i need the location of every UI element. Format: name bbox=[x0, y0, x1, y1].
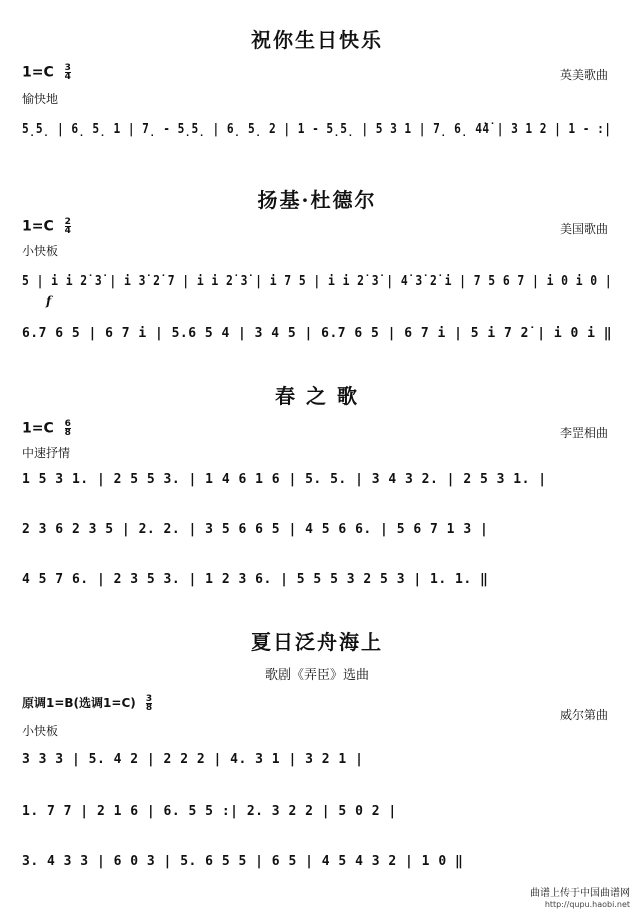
time-signature bbox=[65, 420, 71, 437]
meter-top: 2 bbox=[64, 217, 71, 227]
meter-top: 6 bbox=[64, 419, 71, 429]
time-signature bbox=[65, 64, 71, 81]
time-signature bbox=[65, 218, 71, 235]
notation-text: 5̣5̣ | 6̣ 5̣ 1 | 7̣ - 5̣5̣ | 6̣ 5̣ 2 | 1 - 5̣5̣ | 5 3 1 | 7̣ 6̣ 4̇4̇ | 3 1 2 | 1 - :| bbox=[22, 122, 612, 137]
key-text: 1=C bbox=[22, 218, 54, 235]
watermark-line1: 曲谱上传于中国曲谱网 bbox=[530, 888, 630, 899]
meter-top: 3 bbox=[64, 63, 71, 73]
notation-line bbox=[22, 472, 612, 494]
song-title: 扬基·杜德尔 bbox=[257, 188, 377, 212]
key-text: 1=C bbox=[22, 64, 54, 81]
notation-text: 1. 7 7 | 2 1 6 | 6. 5 5 :| 2. 3 2 2 | 5 0 2 | bbox=[22, 804, 397, 819]
composer: 英美歌曲 bbox=[559, 68, 608, 82]
meter-bottom: 4 bbox=[64, 72, 71, 82]
notation-text: 6.7 6 5 | 6 7 i | 5.6 5 4 | 3 4 5 | 6.7 6 5 | 6 7 i | 5 i 7 2̇ | i 0 i ‖ bbox=[22, 326, 613, 341]
notation-text: 4 5 7 6. | 2 3 5 3. | 1 2 3 6. | 5 5 5 3 2 5 3 | 1. 1. ‖ bbox=[22, 572, 489, 587]
meter-bottom: 8 bbox=[64, 428, 71, 438]
meter-bottom: 8 bbox=[145, 703, 153, 713]
notation-line bbox=[22, 274, 612, 296]
notation-line bbox=[22, 522, 612, 544]
key-signature bbox=[22, 694, 152, 712]
meter-bottom: 4 bbox=[64, 226, 71, 236]
tempo-marking: 小快板 bbox=[22, 244, 59, 258]
tempo-marking: 中速抒情 bbox=[22, 446, 71, 460]
key-signature bbox=[22, 218, 71, 235]
notation-text: 5 | i i 2̇ 3̇ | i 3̇ 2̇ 7 | i i 2̇ 3̇ | i 7 5 | i i 2̇ 3̇ | 4̇ 3̇ 2̇ i | 7 5 6 7 | i 0 i 0 | bbox=[22, 274, 613, 289]
dynamic-marking: f bbox=[46, 294, 52, 308]
notation-text: 3. 4 3 3 | 6 0 3 | 5. 6 5 5 | 6 5 | 4 5 4 3 2 | 1 0 ‖ bbox=[22, 854, 464, 869]
composer: 李罡相曲 bbox=[559, 426, 608, 440]
notation-line bbox=[22, 804, 612, 826]
notation-text: 3 3 3 | 5. 4 2 | 2 2 2 | 4. 3 1 | 3 2 1 | bbox=[22, 752, 364, 767]
site-watermark bbox=[530, 888, 630, 910]
key-signature bbox=[22, 420, 71, 437]
song-subtitle: 歌剧《弄臣》选曲 bbox=[264, 668, 369, 683]
notation-text: 2 3 6 2 3 5 | 2. 2. | 3 5 6 6 5 | 4 5 6 6. | 5 6 7 1 3 | bbox=[22, 522, 489, 537]
meter-top: 3 bbox=[145, 694, 153, 704]
composer: 威尔第曲 bbox=[559, 708, 608, 722]
watermark-url: http://qupu.haobi.net bbox=[544, 900, 630, 909]
notation-text: 1 5 3 1. | 2 5 5 3. | 1 4 6 1 6 | 5. 5. | 3 4 3 2. | 2 5 3 1. | bbox=[22, 472, 547, 487]
composer: 美国歌曲 bbox=[559, 222, 608, 236]
time-signature bbox=[146, 695, 152, 712]
tempo-marking: 愉快地 bbox=[22, 92, 59, 106]
key-text: 原调1=B(选调1=C) bbox=[22, 696, 136, 710]
key-text: 1=C bbox=[22, 420, 54, 437]
notation-line bbox=[22, 122, 612, 144]
song-title: 春 之 歌 bbox=[275, 384, 359, 408]
song-title: 夏日泛舟海上 bbox=[251, 630, 383, 654]
notation-line bbox=[22, 854, 612, 876]
notation-line bbox=[22, 752, 612, 774]
song-title: 祝你生日快乐 bbox=[251, 28, 383, 52]
notation-line bbox=[22, 572, 612, 594]
tempo-marking: 小快板 bbox=[22, 724, 59, 738]
key-signature bbox=[22, 64, 71, 81]
notation-line bbox=[22, 326, 612, 348]
